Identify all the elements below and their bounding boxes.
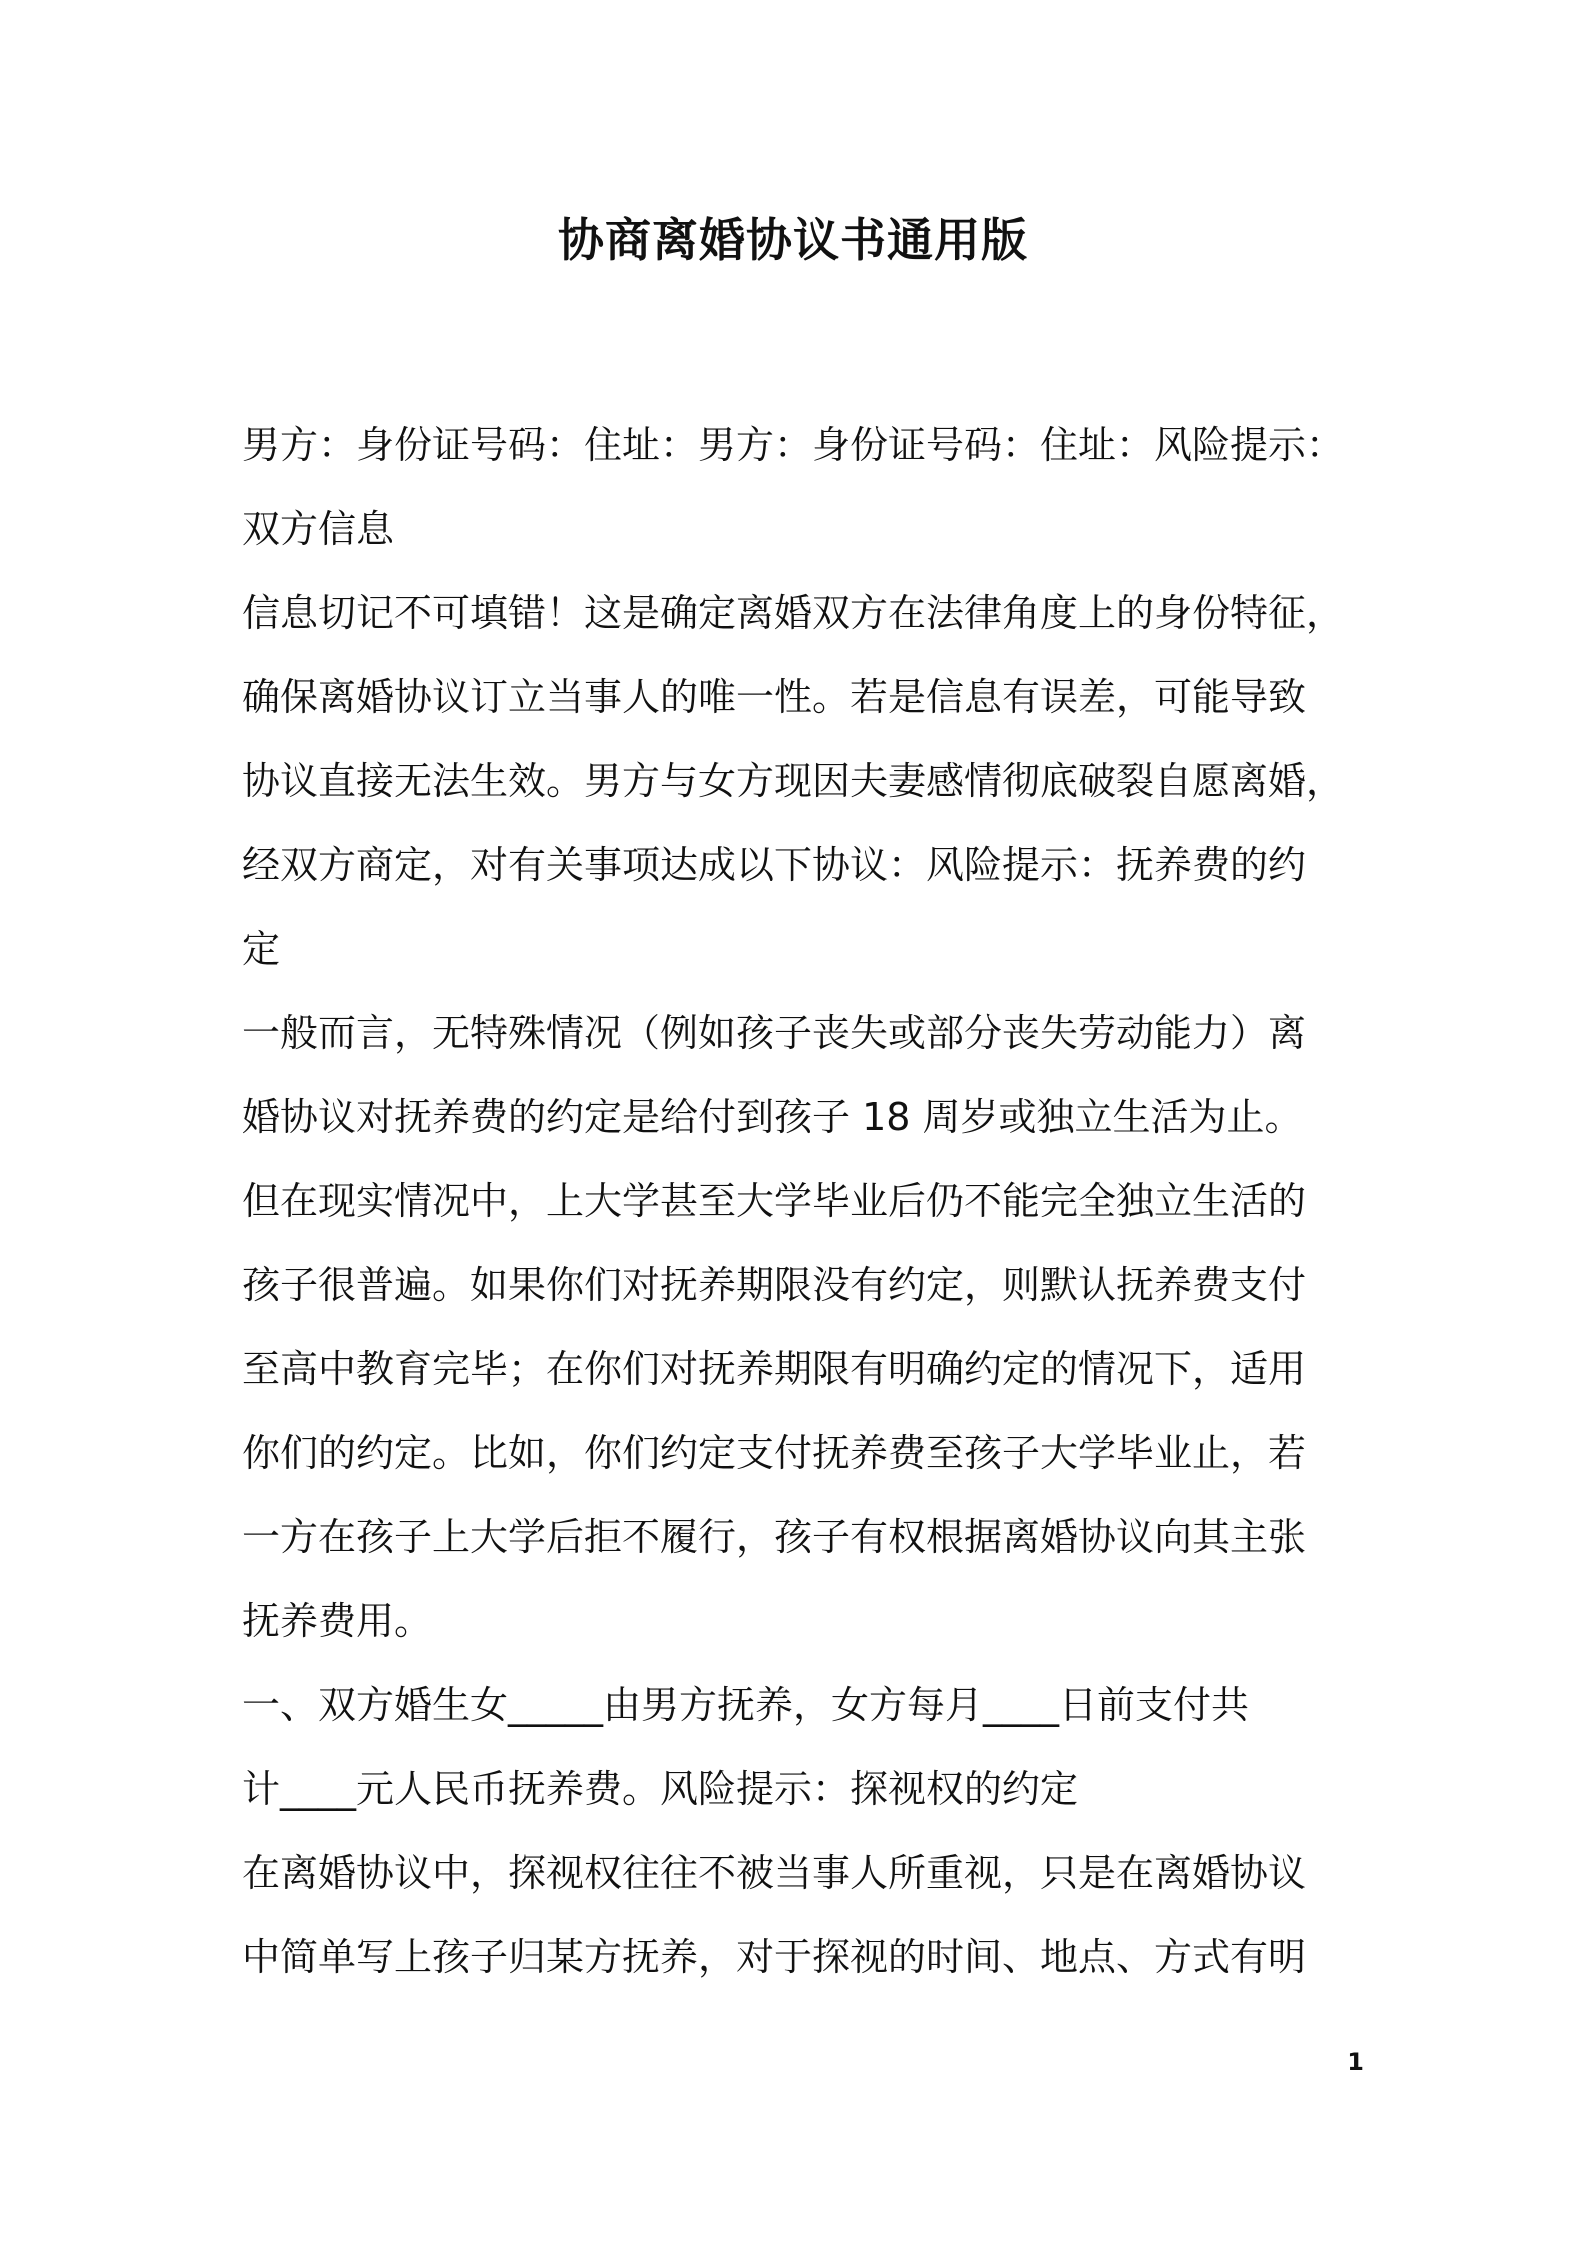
text-line: 定 — [242, 927, 281, 971]
text-line: 信息切记不可填错！这是确定离婚双方在法律角度上的身份特征， — [242, 591, 1345, 635]
text-line: 协议直接无法生效。男方与女方现因夫妻感情彻底破裂自愿离婚， — [242, 759, 1345, 803]
text-line: 双方信息 — [242, 507, 395, 551]
text-line: 至高中教育完毕；在你们对抚养期限有明确约定的情况下，适用 — [242, 1347, 1307, 1391]
text-line: 抚养费用。 — [242, 1599, 433, 1643]
text-line: 一方在孩子上大学后拒不履行，孩子有权根据离婚协议向其主张 — [242, 1515, 1307, 1559]
text-line: 经双方商定，对有关事项达成以下协议：风险提示：抚养费的约 — [242, 843, 1307, 887]
text-line: 但在现实情况中，上大学甚至大学毕业后仍不能完全独立生活的 — [242, 1179, 1307, 1223]
text-line: 确保离婚协议订立当事人的唯一性。若是信息有误差，可能导致 — [242, 675, 1307, 719]
text-line: 中简单写上孩子归某方抚养，对于探视的时间、地点、方式有明 — [242, 1935, 1307, 1979]
document-title: 协商离婚协议书通用版 — [558, 213, 1028, 267]
text-line: 一、双方婚生女_____由男方抚养，女方每月____日前支付共 — [242, 1683, 1250, 1727]
text-line: 孩子很普遍。如果你们对抚养期限没有约定，则默认抚养费支付 — [242, 1263, 1307, 1307]
page-number: 1 — [1347, 2048, 1364, 2076]
text-line: 你们的约定。比如，你们约定支付抚养费至孩子大学毕业止，若 — [242, 1431, 1307, 1475]
text-line: 婚协议对抚养费的约定是给付到孩子 18 周岁或独立生活为止。 — [242, 1095, 1303, 1139]
text-line: 计____元人民币抚养费。风险提示：探视权的约定 — [242, 1767, 1079, 1811]
document-body — [242, 403, 1362, 1999]
text-line: 在离婚协议中，探视权往往不被当事人所重视，只是在离婚协议 — [242, 1851, 1307, 1895]
text-line: 一般而言，无特殊情况（例如孩子丧失或部分丧失劳动能力）离 — [242, 1011, 1307, 1055]
text-line: 男方：身份证号码：住址：男方：身份证号码：住址：风险提示： — [242, 423, 1345, 467]
